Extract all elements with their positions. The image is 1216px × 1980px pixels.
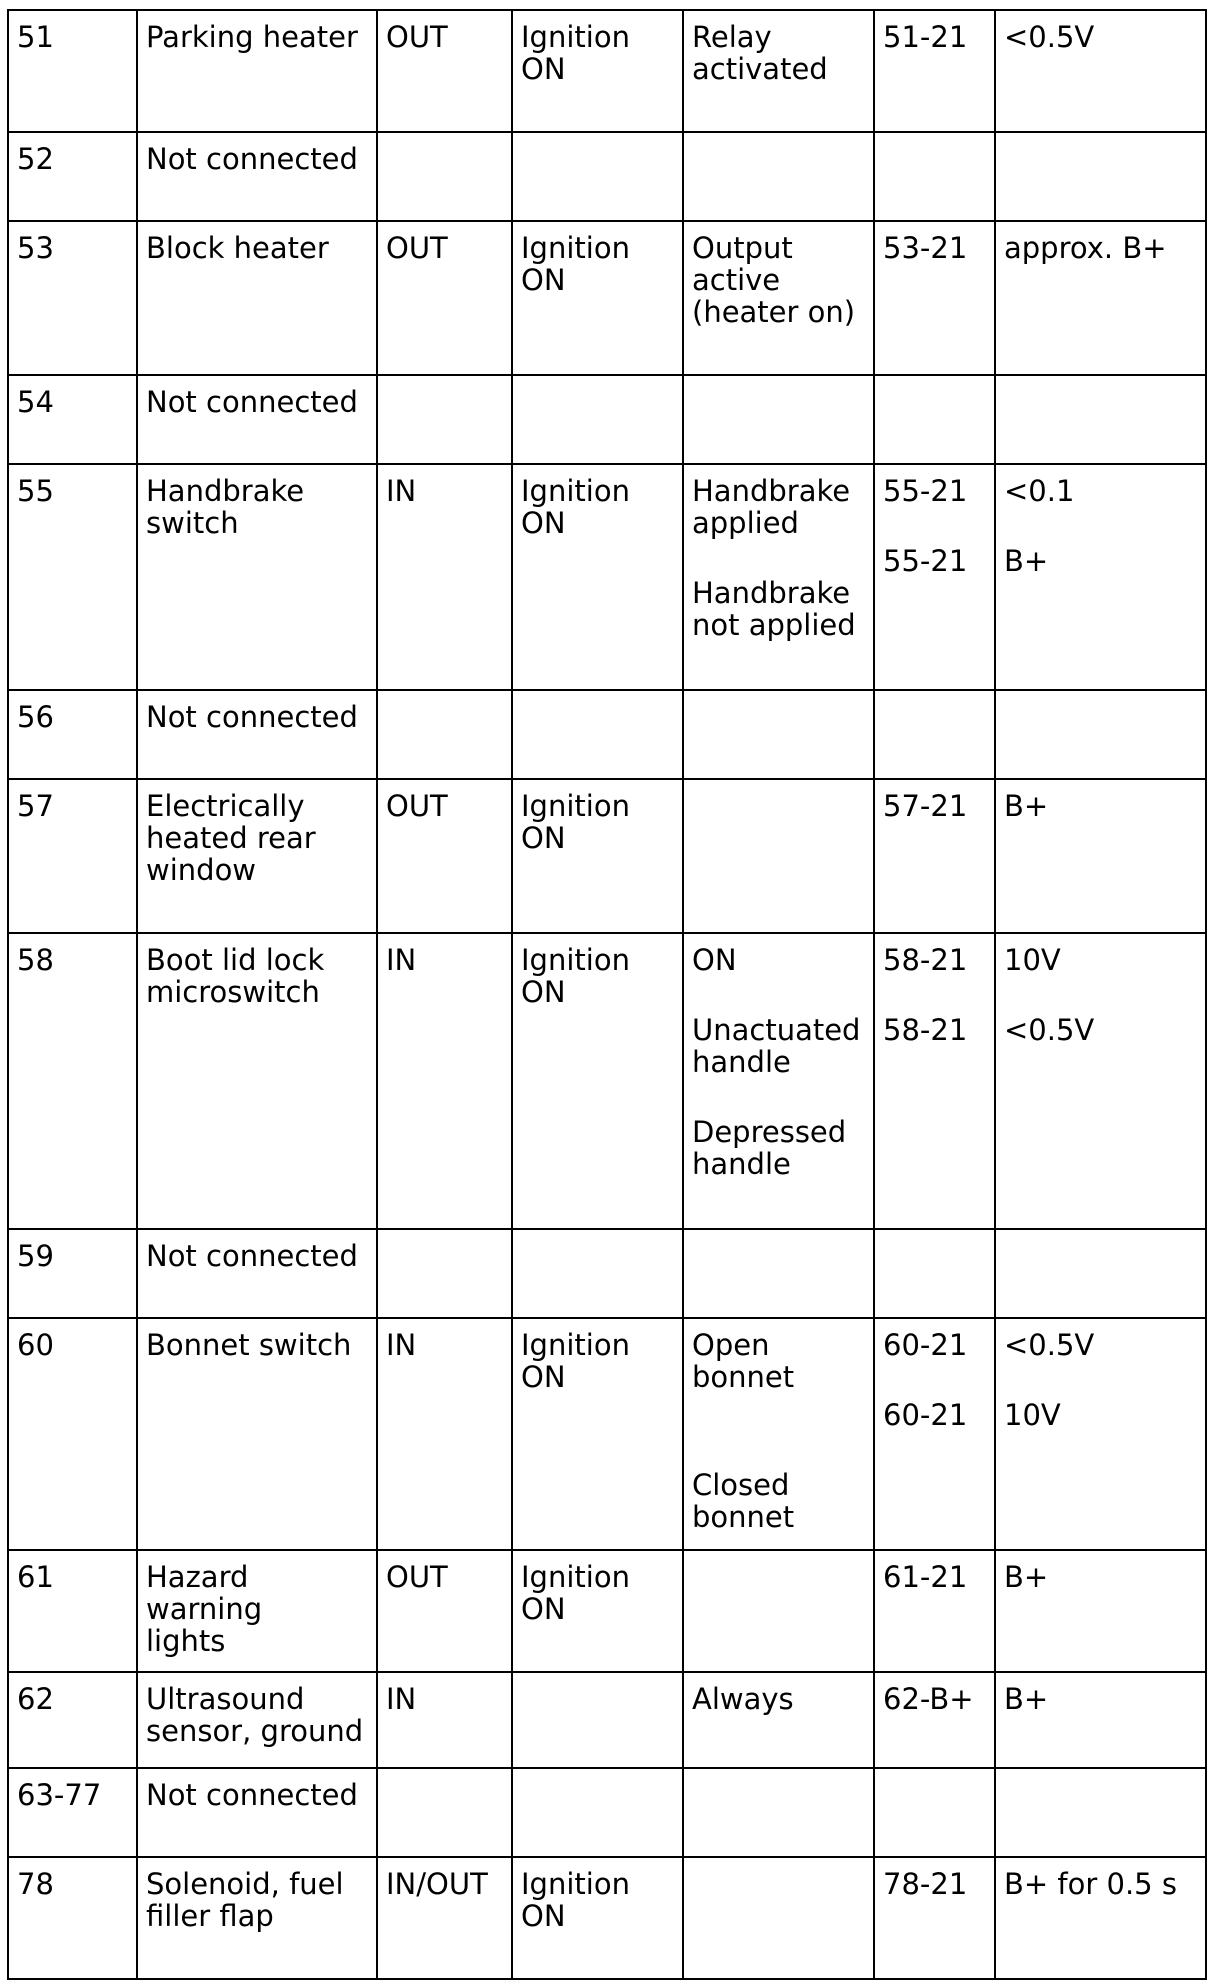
state-cell (683, 1229, 874, 1318)
cell-line: B+ (1004, 544, 1049, 578)
pin-cell (8, 132, 137, 221)
state-cell (683, 1768, 874, 1857)
cell-line: Not connected (146, 142, 358, 176)
cell-line: Ultrasound (146, 1682, 305, 1716)
measuring-point-cell (874, 221, 995, 375)
condition-cell (512, 464, 683, 690)
function-cell (137, 933, 377, 1229)
cell-line: 58 (17, 943, 54, 977)
condition-cell (512, 933, 683, 1229)
measuring-point-cell (874, 132, 995, 221)
signal-type-cell (377, 375, 512, 464)
measuring-point-cell (874, 1857, 995, 1979)
signal-type-cell (377, 1768, 512, 1857)
function-cell (137, 690, 377, 779)
cell-line: 51 (17, 20, 54, 54)
cell-line: ON (521, 821, 566, 855)
cell-line: bonnet (692, 1500, 795, 1534)
pin-table-wrapper (7, 9, 1207, 1980)
condition-cell (512, 1318, 683, 1550)
function-cell (137, 1550, 377, 1672)
table-row (8, 1318, 1206, 1550)
signal-type-cell (377, 933, 512, 1229)
cell-line: active (692, 263, 781, 297)
cell-line: ON (521, 1899, 566, 1933)
condition-cell (512, 132, 683, 221)
cell-line: IN (386, 1682, 417, 1716)
function-cell (137, 10, 377, 132)
cell-line: 55 (17, 474, 54, 508)
cell-line: 61-21 (883, 1560, 968, 1594)
cell-line: sensor, ground (146, 1714, 364, 1748)
measuring-point-cell (874, 690, 995, 779)
cell-line: Parking heater (146, 20, 358, 54)
table-row (8, 1672, 1206, 1768)
cell-line: 51-21 (883, 20, 968, 54)
cell-line: filler flap (146, 1899, 274, 1933)
cell-line: 53 (17, 231, 54, 265)
measuring-point-cell (874, 464, 995, 690)
nominal-value-cell (995, 1857, 1206, 1979)
state-cell (683, 1672, 874, 1768)
signal-type-cell (377, 779, 512, 933)
line-gap (1004, 507, 1197, 545)
cell-line: Handbrake (146, 474, 305, 508)
pin-cell (8, 1857, 137, 1979)
table-row (8, 464, 1206, 690)
state-cell (683, 1550, 874, 1672)
cell-line: B+ (1004, 1682, 1049, 1716)
state-cell (683, 10, 874, 132)
state-cell (683, 464, 874, 690)
cell-line: 57-21 (883, 789, 968, 823)
line-gap (1004, 976, 1197, 1014)
cell-line: Ignition (521, 231, 630, 265)
cell-line: 55-21 (883, 474, 968, 508)
cell-line: 56 (17, 700, 54, 734)
cell-line: handle (692, 1045, 791, 1079)
signal-type-cell (377, 1229, 512, 1318)
cell-line: Boot lid lock (146, 943, 325, 977)
cell-line: OUT (386, 231, 448, 265)
pin-table (7, 9, 1207, 1980)
cell-line: 59 (17, 1239, 54, 1273)
function-cell (137, 1768, 377, 1857)
measuring-point-cell (874, 375, 995, 464)
function-cell (137, 1229, 377, 1318)
signal-type-cell (377, 132, 512, 221)
pin-cell (8, 779, 137, 933)
pin-cell (8, 690, 137, 779)
condition-cell (512, 1857, 683, 1979)
condition-cell (512, 221, 683, 375)
nominal-value-cell (995, 1229, 1206, 1318)
function-cell (137, 375, 377, 464)
cell-line: activated (692, 52, 828, 86)
measuring-point-cell (874, 1768, 995, 1857)
nominal-value-cell (995, 1768, 1206, 1857)
signal-type-cell (377, 221, 512, 375)
cell-line: 53-21 (883, 231, 968, 265)
measuring-point-cell (874, 779, 995, 933)
condition-cell (512, 10, 683, 132)
measuring-point-cell (874, 1672, 995, 1768)
line-gap (692, 1431, 865, 1469)
signal-type-cell (377, 10, 512, 132)
cell-line: window (146, 853, 257, 887)
cell-line: ON (521, 975, 566, 1009)
pin-cell (8, 10, 137, 132)
cell-line: Handbrake (692, 576, 851, 610)
table-row (8, 1550, 1206, 1672)
cell-line: Open bonnet (692, 1328, 795, 1394)
line-gap (1004, 1361, 1197, 1399)
nominal-value-cell (995, 10, 1206, 132)
cell-line: ON (521, 506, 566, 540)
nominal-value-cell (995, 464, 1206, 690)
pin-cell (8, 1550, 137, 1672)
state-cell (683, 690, 874, 779)
signal-type-cell (377, 1672, 512, 1768)
line-gap (883, 976, 986, 1014)
cell-line: Ignition (521, 943, 630, 977)
cell-line: Output (692, 231, 793, 265)
cell-line: 57 (17, 789, 54, 823)
function-cell (137, 1318, 377, 1550)
condition-cell (512, 1550, 683, 1672)
signal-type-cell (377, 464, 512, 690)
cell-line: 60 (17, 1328, 54, 1362)
state-cell (683, 779, 874, 933)
table-row (8, 10, 1206, 132)
cell-line: switch (146, 506, 239, 540)
condition-cell (512, 779, 683, 933)
measuring-point-cell (874, 1229, 995, 1318)
cell-line: Hazard warning (146, 1560, 263, 1626)
cell-line: <0.5V (1004, 1328, 1095, 1362)
line-gap (883, 1361, 986, 1399)
table-row (8, 690, 1206, 779)
cell-line: (heater on) (692, 295, 856, 329)
cell-line: handle (692, 1147, 791, 1181)
cell-line: 10V (1004, 943, 1061, 977)
cell-line: Not connected (146, 385, 358, 419)
signal-type-cell (377, 690, 512, 779)
cell-line: Ignition (521, 789, 630, 823)
pin-cell (8, 464, 137, 690)
cell-line: 62-B+ (883, 1682, 974, 1716)
cell-line: not applied (692, 608, 856, 642)
function-cell (137, 1857, 377, 1979)
line-gap (692, 976, 865, 1014)
pin-cell (8, 1768, 137, 1857)
table-row (8, 221, 1206, 375)
state-cell (683, 1857, 874, 1979)
state-cell (683, 221, 874, 375)
cell-line: IN (386, 943, 417, 977)
cell-line: OUT (386, 789, 448, 823)
cell-line: Electrically (146, 789, 305, 823)
signal-type-cell (377, 1550, 512, 1672)
table-row (8, 1229, 1206, 1318)
cell-line: lights (146, 1624, 226, 1658)
cell-line: <0.1 (1004, 474, 1075, 508)
pin-cell (8, 1318, 137, 1550)
cell-line: Always (692, 1682, 794, 1716)
cell-line: IN (386, 474, 417, 508)
cell-line: 58-21 (883, 1013, 968, 1047)
cell-line: ON (692, 943, 737, 977)
line-gap (692, 1393, 865, 1431)
nominal-value-cell (995, 1672, 1206, 1768)
cell-line: ON (521, 1592, 566, 1626)
cell-line: Depressed (692, 1115, 847, 1149)
nominal-value-cell (995, 933, 1206, 1229)
cell-line: B+ for 0.5 s (1004, 1867, 1177, 1901)
condition-cell (512, 690, 683, 779)
measuring-point-cell (874, 933, 995, 1229)
state-cell (683, 132, 874, 221)
cell-line: heated rear (146, 821, 316, 855)
nominal-value-cell (995, 779, 1206, 933)
line-gap (692, 539, 865, 577)
table-row (8, 933, 1206, 1229)
cell-line: 60-21 (883, 1398, 968, 1432)
nominal-value-cell (995, 221, 1206, 375)
measuring-point-cell (874, 10, 995, 132)
cell-line: Not connected (146, 700, 358, 734)
state-cell (683, 1318, 874, 1550)
cell-line: approx. B+ (1004, 231, 1167, 265)
cell-line: Ignition (521, 1328, 630, 1362)
cell-line: <0.5V (1004, 20, 1095, 54)
table-row (8, 1857, 1206, 1979)
measuring-point-cell (874, 1550, 995, 1672)
cell-line: ON (521, 1360, 566, 1394)
cell-line: 78-21 (883, 1867, 968, 1901)
table-row (8, 375, 1206, 464)
cell-line: Solenoid, fuel (146, 1867, 344, 1901)
condition-cell (512, 1768, 683, 1857)
cell-line: B+ (1004, 1560, 1049, 1594)
cell-line: IN (386, 1328, 417, 1362)
nominal-value-cell (995, 1550, 1206, 1672)
measuring-point-cell (874, 1318, 995, 1550)
cell-line: Ignition (521, 474, 630, 508)
function-cell (137, 221, 377, 375)
pin-table-body (8, 10, 1206, 1979)
cell-line: 62 (17, 1682, 54, 1716)
cell-line: 63-77 (17, 1778, 102, 1812)
cell-line: 61 (17, 1560, 54, 1594)
cell-line: B+ (1004, 789, 1049, 823)
table-row (8, 132, 1206, 221)
cell-line: 54 (17, 385, 54, 419)
cell-line: Ignition (521, 20, 630, 54)
cell-line: IN/OUT (386, 1867, 488, 1901)
cell-line: Ignition (521, 1867, 630, 1901)
cell-line: ON (521, 52, 566, 86)
cell-line: applied (692, 506, 799, 540)
cell-line: microswitch (146, 975, 320, 1009)
cell-line: 60-21 (883, 1328, 968, 1362)
cell-line: Bonnet switch (146, 1328, 352, 1362)
function-cell (137, 464, 377, 690)
table-row (8, 779, 1206, 933)
cell-line: Not connected (146, 1778, 358, 1812)
nominal-value-cell (995, 690, 1206, 779)
cell-line: Unactuated (692, 1013, 861, 1047)
condition-cell (512, 1229, 683, 1318)
line-gap (692, 1078, 865, 1116)
pin-cell (8, 1672, 137, 1768)
cell-line: 78 (17, 1867, 54, 1901)
nominal-value-cell (995, 132, 1206, 221)
cell-line: 55-21 (883, 544, 968, 578)
cell-line: OUT (386, 1560, 448, 1594)
function-cell (137, 132, 377, 221)
function-cell (137, 779, 377, 933)
cell-line: 10V (1004, 1398, 1061, 1432)
condition-cell (512, 1672, 683, 1768)
cell-line: Handbrake (692, 474, 851, 508)
cell-line: OUT (386, 20, 448, 54)
cell-line: ON (521, 263, 566, 297)
cell-line: Closed (692, 1468, 790, 1502)
cell-line: Relay (692, 20, 772, 54)
cell-line: Block heater (146, 231, 329, 265)
pin-cell (8, 375, 137, 464)
function-cell (137, 1672, 377, 1768)
cell-line: 52 (17, 142, 54, 176)
pin-cell (8, 1229, 137, 1318)
cell-line: <0.5V (1004, 1013, 1095, 1047)
signal-type-cell (377, 1857, 512, 1979)
cell-line: 58-21 (883, 943, 968, 977)
table-row (8, 1768, 1206, 1857)
nominal-value-cell (995, 375, 1206, 464)
state-cell (683, 933, 874, 1229)
pin-cell (8, 933, 137, 1229)
nominal-value-cell (995, 1318, 1206, 1550)
line-gap (883, 507, 986, 545)
condition-cell (512, 375, 683, 464)
signal-type-cell (377, 1318, 512, 1550)
state-cell (683, 375, 874, 464)
cell-line: Not connected (146, 1239, 358, 1273)
pin-cell (8, 221, 137, 375)
cell-line: Ignition (521, 1560, 630, 1594)
